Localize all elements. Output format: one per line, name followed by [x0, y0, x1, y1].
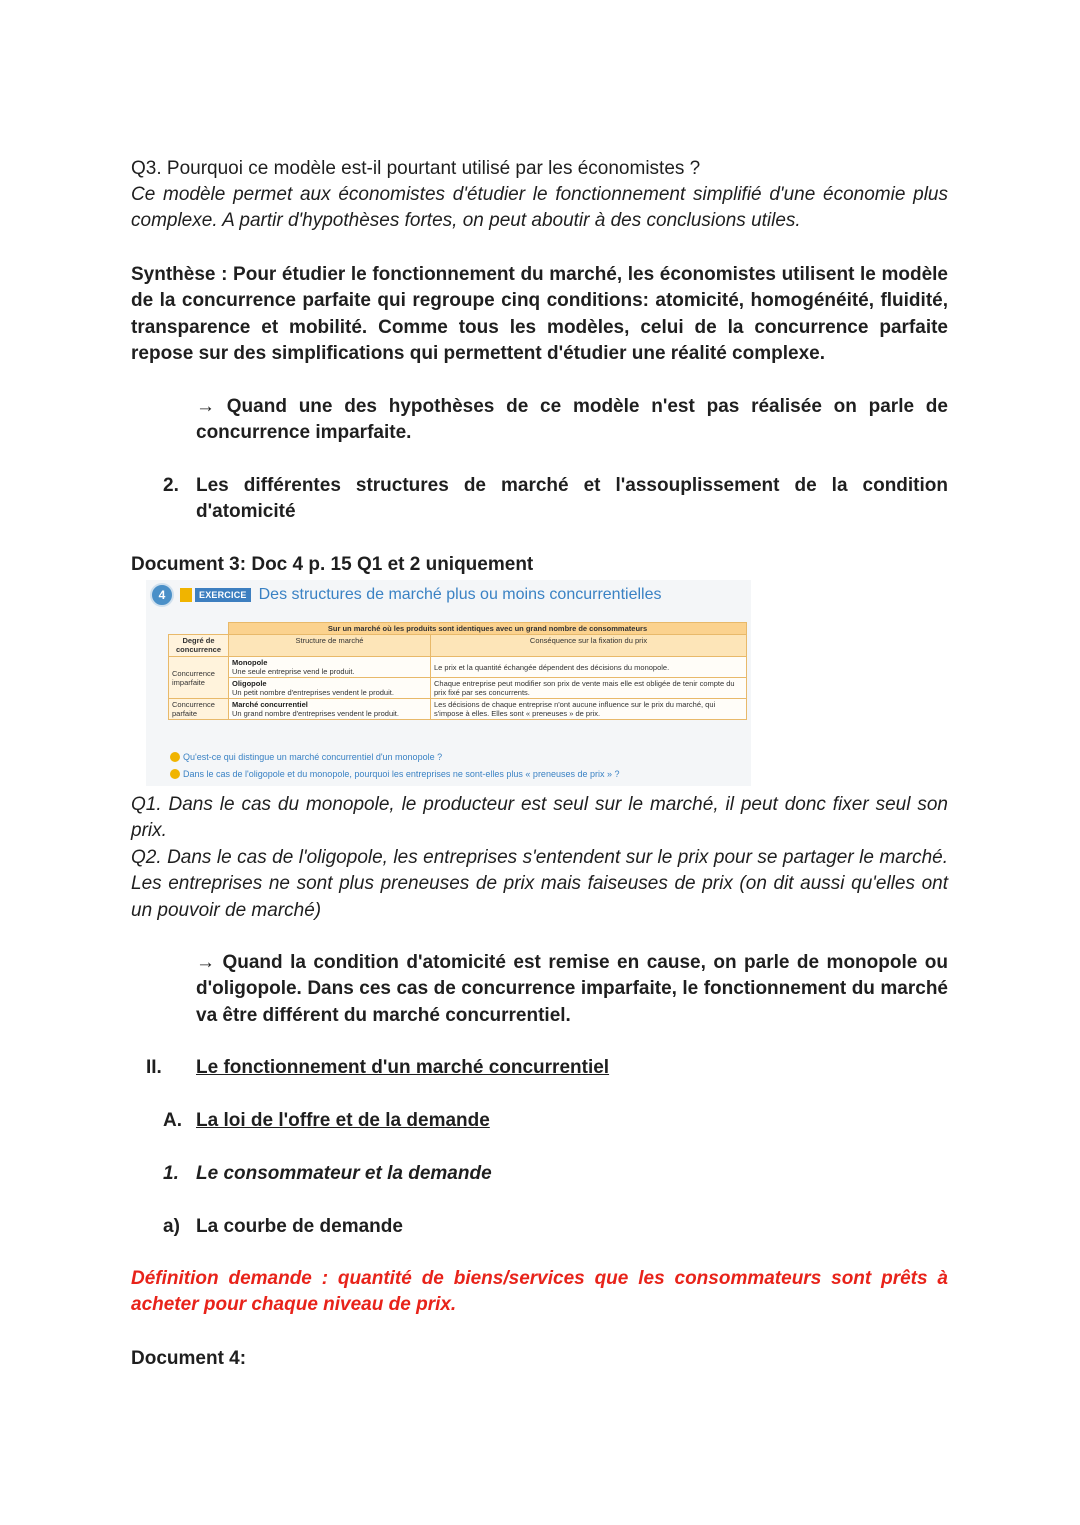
exercise-badge: EXERCICE	[195, 588, 251, 602]
synthese-arrow-note: → Quand une des hypothèses de ce modèle n'est pas réalisée on parle de concurrence imparfaite.	[196, 396, 948, 444]
document-3-label: Document 3: Doc 4 p. 15 Q1 et 2 uniquement	[131, 554, 534, 575]
figure-number: 4	[150, 583, 174, 607]
figure-question-1-text: Qu'est-ce qui distingue un marché concurrentiel d'un monopole ?	[183, 752, 443, 762]
section-a-title: La loi de l'offre et de la demande	[196, 1110, 490, 1131]
consequence-cell: Le prix et la quantité échangée dépendent des décisions du monopole.	[431, 657, 747, 678]
atomicite-arrow-note: → Quand la condition d'atomicité est remise en cause, on parle de monopole ou d'oligopole. Dans ces cas de concurrence imparfaite, le fonctionnement du marché va être différent du marché concurrentiel.	[196, 952, 948, 1026]
column-header-structure: Structure de marché	[229, 635, 431, 657]
answer-q1: Q1. Dans le cas du monopole, le producteur est seul sur le marché, il peut donc fixer seul son prix.	[131, 794, 948, 842]
consequence-cell: Les décisions de chaque entreprise n'ont aucune influence sur le prix du marché, qui s'impose à elles. Elles sont « preneuses » de prix.	[431, 699, 747, 720]
subsection-a-number: a)	[163, 1216, 180, 1237]
document-4-label: Document 4:	[131, 1348, 247, 1369]
answer-q2: Q2. Dans le cas de l'oligopole, les entreprises s'entendent sur le prix pour se partager le marché. Les entreprises ne sont plus preneuses de prix mais faiseuses de prix (on dit aussi qu'elles ont un pouvoir de marché)	[131, 847, 948, 921]
subsection-1-title: Le consommateur et la demande	[196, 1163, 492, 1184]
synthese-text: Synthèse : Pour étudier le fonctionnement du marché, les économistes utilisent le modèle de la concurrence parfaite qui regroupe cinq conditions: atomicité, homogénéité, fluidité, transparence et mobilité. Comme tous les modèles, celui de la concurrence parfaite repose sur des simplifications qui permettent d'étudier une réalité complexe.	[131, 264, 948, 365]
exercise-icon	[180, 588, 192, 602]
section-a-number: A.	[163, 1110, 182, 1131]
table-row	[169, 699, 747, 720]
structure-name: Marché concurrentiel	[232, 700, 308, 709]
market-structures-table	[168, 622, 747, 720]
definition-demande: Définition demande : quantité de biens/services que les consommateurs sont prêts à acheter pour chaque niveau de prix.	[131, 1268, 948, 1316]
subsection-1-number: 1.	[163, 1163, 179, 1184]
q3-answer: Ce modèle permet aux économistes d'étudier le fonctionnement simplifié d'une économie plus complexe. A partir d'hypothèses fortes, on peut aboutir à des conclusions utiles.	[131, 184, 948, 232]
structure-cell	[229, 678, 431, 699]
table-top-header: Sur un marché où les produits sont identiques avec un grand nombre de consommateurs	[229, 623, 747, 635]
question-bullet-icon	[170, 752, 180, 762]
figure-question-2-text: Dans le cas de l'oligopole et du monopole, pourquoi les entreprises ne sont-elles plus « preneuses de prix » ?	[183, 769, 620, 779]
structure-desc: Une seule entreprise vend le produit.	[232, 667, 355, 676]
q3-question: Q3. Pourquoi ce modèle est-il pourtant utilisé par les économistes ?	[131, 158, 701, 179]
table-row	[169, 657, 747, 678]
column-header-degree: Degré de concurrence	[169, 635, 229, 657]
table-row	[169, 678, 747, 699]
section-2-number: 2.	[163, 475, 179, 496]
question-bullet-icon	[170, 769, 180, 779]
structure-cell	[229, 699, 431, 720]
figure-question-1	[170, 752, 442, 762]
figure-question-2	[170, 769, 620, 779]
structure-desc: Un petit nombre d'entreprises vendent le produit.	[232, 688, 394, 697]
consequence-cell: Chaque entreprise peut modifier son prix de vente mais elle est obligée de tenir compte du prix fixé par ses concurrents.	[431, 678, 747, 699]
textbook-figure	[146, 580, 751, 786]
part-2-title: Le fonctionnement d'un marché concurrentiel	[196, 1057, 610, 1078]
structure-name: Oligopole	[232, 679, 267, 688]
figure-title: Des structures de marché plus ou moins concurrentielles	[258, 586, 662, 603]
section-2-title: Les différentes structures de marché et l'assouplissement de la condition d'atomicité	[196, 475, 948, 523]
structure-cell	[229, 657, 431, 678]
column-header-consequence: Conséquence sur la fixation du prix	[431, 635, 747, 657]
degree-parfaite: Concurrence parfaite	[169, 699, 229, 720]
structure-desc: Un grand nombre d'entreprises vendent le produit.	[232, 709, 399, 718]
degree-imparfaite: Concurrence imparfaite	[169, 657, 229, 699]
part-2-number: II.	[146, 1057, 162, 1078]
figure-header	[150, 582, 661, 608]
structure-name: Monopole	[232, 658, 268, 667]
subsection-a-title: La courbe de demande	[196, 1216, 403, 1237]
